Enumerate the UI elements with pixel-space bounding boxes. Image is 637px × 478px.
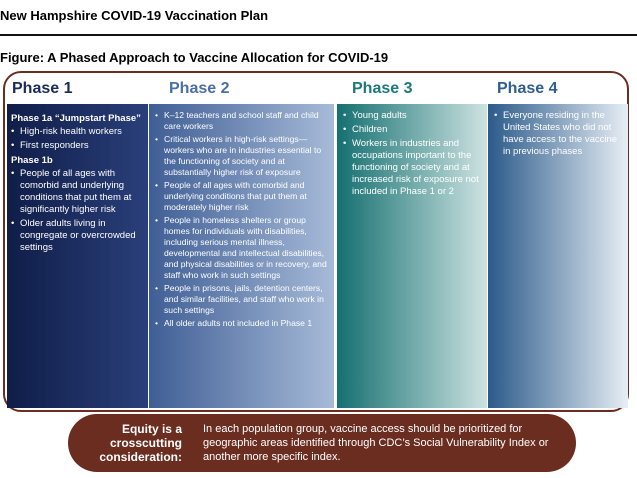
phase-4-column (488, 104, 628, 408)
phase-2-item: • People of all ages with comorbid and underlying conditions that put them at moderately higher risk (155, 180, 330, 213)
phase-4-item: • Everyone residing in the United States who did not have access to the vaccine in previous phases (494, 110, 624, 158)
phase-3-item: • Workers in industries and occupations important to the functioning of society and at increased risk of exposure not included in Phase 1 or 2 (343, 138, 483, 198)
phase-1-heading: Phase 1 (12, 80, 73, 97)
phase-3-column (337, 104, 487, 408)
phase-2-item: • K–12 teachers and school staff and child care workers (155, 110, 330, 132)
phase-1-column (7, 104, 148, 408)
phase-1a-title: Phase 1a “Jumpstart Phase” (11, 113, 141, 124)
phase-1b-item: • People of all ages with comorbid and underlying conditions that put them at significantly higher risk (11, 168, 144, 216)
phase-2-item: • People in homeless shelters or group homes for individuals with disabilities, including serious mental illness, developmental and intellectual disabilities, and physical disabilities or in recovery, and staff who work in such settings (155, 215, 330, 281)
phase-1a-item: • First responders (11, 140, 144, 152)
phase-2-heading: Phase 2 (169, 80, 230, 97)
phase-3-item: • Young adults (343, 110, 483, 122)
equity-label: Equity is a crosscutting consideration: (99, 422, 182, 464)
phase-3-item: • Children (343, 124, 483, 136)
phase-1b-title: Phase 1b (11, 155, 53, 166)
equity-text: In each population group, vaccine access should be prioritized for geographic areas identified through CDC’s Social Vulnerability Index or another more specific index. (203, 423, 549, 463)
document-title: New Hampshire COVID-19 Vaccination Plan (0, 8, 269, 23)
phase-1a-item: • High-risk health workers (11, 126, 144, 138)
phase-2-item: • Critical workers in high-risk settings—workers who are in industries essential to the functioning of society and at substantially higher risk of exposure (155, 134, 330, 178)
title-divider (0, 34, 637, 36)
figure-caption: Figure: A Phased Approach to Vaccine Allocation for COVID-19 (0, 50, 389, 65)
phase-2-column (149, 104, 334, 408)
phase-4-heading: Phase 4 (497, 80, 558, 97)
equity-banner (68, 414, 576, 472)
phase-1b-item: • Older adults living in congregate or overcrowded settings (11, 218, 144, 254)
phase-2-item: • All older adults not included in Phase 1 (155, 318, 330, 329)
phase-2-item: • People in prisons, jails, detention centers, and similar facilities, and staff who work in such settings (155, 283, 330, 316)
phase-3-heading: Phase 3 (352, 80, 413, 97)
